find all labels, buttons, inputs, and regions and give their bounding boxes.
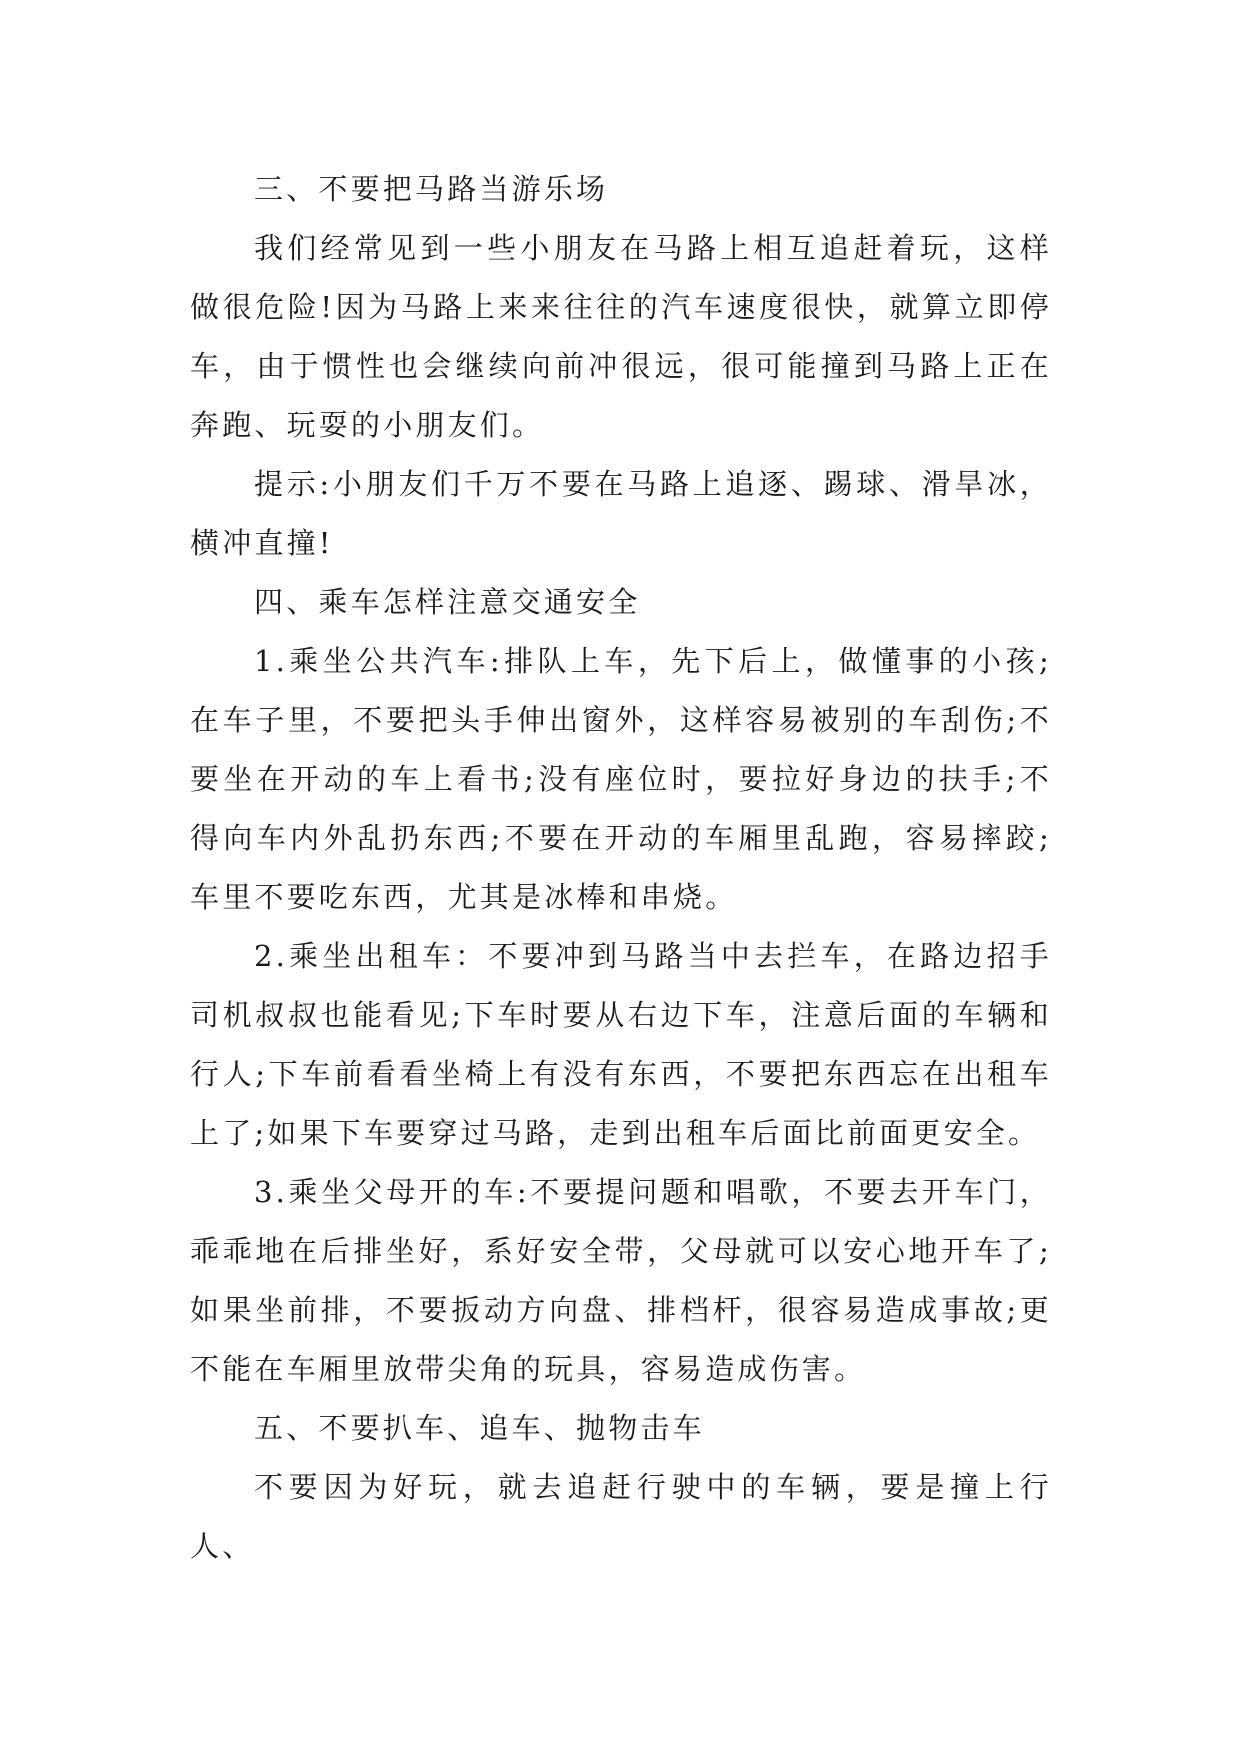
paragraph-bus: 1.乘坐公共汽车:排队上车，先下后上，做懂事的小孩;在车子里，不要把头手伸出窗外，这样容易被别的车刮伤;不要坐在开动的车上看书;没有座位时，要拉好身边的扶手;不得向车内外乱扔东西;不要在开动的车厢里乱跑，容易摔跤;车里不要吃东西，尤其是冰棒和串烧。 [190,644,1052,914]
paragraph-chasing-cars: 不要因为好玩，就去追赶行驶中的车辆，要是撞上行人、 [190,1470,1052,1563]
paragraph-tip: 提示:小朋友们千万不要在马路上追逐、踢球、滑旱冰，横冲直撞! [190,467,1052,560]
paragraph-taxi: 2.乘坐出租车：不要冲到马路当中去拦车，在路边招手司机叔叔也能看见;下车时要从右边下车，注意后面的车辆和行人;下车前看看坐椅上有没有东西，不要把东西忘在出租车上了;如果下车要穿过马路，走到出租车后面比前面更安全。 [190,939,1052,1150]
paragraph-parents-car: 3.乘坐父母开的车:不要提问题和唱歌，不要去开车门，乖乖地在后排坐好，系好安全带，父母就可以安心地开车了;如果坐前排，不要扳动方向盘、排档杆，很容易造成事故;更不能在车厢里放带尖角的玩具，容易造成伤害。 [190,1175,1052,1386]
document-body [190,160,1052,1576]
paragraph-road-danger: 我们经常见到一些小朋友在马路上相互追赶着玩，这样做很危险!因为马路上来来往往的汽车速度很快，就算立即停车，由于惯性也会继续向前冲很远，很可能撞到马路上正在奔跑、玩耍的小朋友们。 [190,231,1052,442]
section-heading-3: 三、不要把马路当游乐场 [254,172,609,206]
section-heading-4: 四、乘车怎样注意交通安全 [254,585,641,619]
section-heading-5: 五、不要扒车、追车、抛物击车 [254,1411,705,1445]
